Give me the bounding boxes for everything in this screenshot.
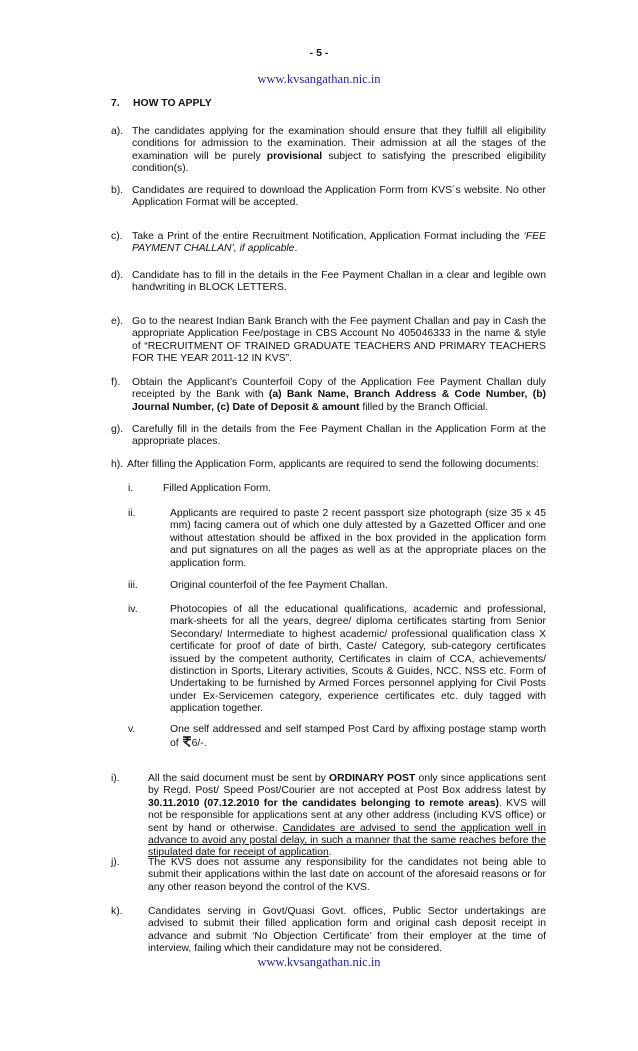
- sub-item-label: iv.: [128, 604, 138, 615]
- item-label: j).: [111, 857, 120, 868]
- section-number: 7.: [111, 98, 120, 109]
- item-label: f).: [111, 377, 121, 388]
- item-label: c).: [111, 231, 123, 242]
- item-text: The candidates applying for the examination should ensure that they fulfill all eligibility conditions for admission to the examination. Their admission at all the stages of the examination will be purely provisional subject to satisfying the prescribed eligibility condition(s).: [132, 126, 546, 175]
- rupee-icon: [182, 736, 192, 747]
- item-text: Candidates serving in Govt/Quasi Govt. offices, Public Sector undertakings are advised to submit their filled application form and original cash deposit receipt in advance and submit ‘No Objection Certificate’ from their employer at the time of interview, failing which their candidature may not be considered.: [148, 906, 546, 955]
- website-url-bottom[interactable]: www.kvsangathan.nic.in: [257, 955, 381, 969]
- item-e: [111, 316, 546, 366]
- item-b: [111, 185, 546, 210]
- item-text: Take a Print of the entire Recruitment Notification, Application Format including the ‘FEE PAYMENT CHALLAN’, if applicable.: [132, 231, 546, 255]
- sub-item-text: One self addressed and self stamped Post Card by affixing postage stamp worth of 6/-.: [170, 724, 546, 750]
- item-label: d).: [111, 270, 124, 281]
- item-text: All the said document must be sent by ORDINARY POST only since applications sent by Regd. Post/ Speed Post/Courier are not accepted at Post Box address latest by 30.11.2010 (07.12.2010 for the candidates belonging to remote areas). KVS will not be responsible for applications sent at any other address (including KVS office) or sent by hand or otherwise. Candidates are advised to send the application well in advance to avoid any postal delay, in such a manner that the same reaches before the stipulated date for receipt of application.: [148, 773, 546, 859]
- sub-item-label: iii.: [128, 580, 138, 591]
- page-number: - 5 -: [309, 47, 329, 59]
- item-label: g).: [111, 424, 124, 435]
- item-text: Carefully fill in the details from the Fee Payment Challan in the Application Form at the appropriate places.: [132, 424, 546, 448]
- item-text: The KVS does not assume any responsibility for the candidates not being able to submit their applications within the last date on account of the aforesaid reasons or for any other reason beyond the control of the KVS.: [148, 857, 546, 893]
- item-text: Go to the nearest Indian Bank Branch with the Fee payment Challan and pay in Cash the appropriate Application Fee/postage in CBS Account No 405046333 in the name & style of “RECRUITMENT OF TRAINED GRADUATE TEACHERS AND PRIMARY TEACHERS FOR THE YEAR 2011-12 IN KVS”.: [132, 316, 546, 365]
- item-label: k).: [111, 906, 123, 917]
- item-text: Candidates are required to download the Application Form from KVS´s website. No other Application Format will be accepted.: [132, 185, 546, 209]
- sub-item-iv: [128, 604, 546, 716]
- sub-item-label: i.: [128, 483, 134, 494]
- item-label: h).: [111, 459, 124, 470]
- item-a: [111, 126, 546, 176]
- sub-item-v: [128, 724, 546, 751]
- item-f: [111, 377, 546, 414]
- item-label: a).: [111, 126, 124, 137]
- item-text: After filling the Application Form, applicants are required to send the following documents:: [127, 459, 539, 470]
- item-h: [111, 459, 546, 471]
- item-j: [111, 857, 546, 894]
- sub-item-iii: [128, 580, 546, 592]
- item-i: [111, 773, 546, 860]
- item-text: Candidate has to fill in the details in the Fee Payment Challan in a clear and legible own handwriting in BLOCK LETTERS.: [132, 270, 546, 294]
- sub-item-text: Photocopies of all the educational qualifications, academic and professional, mark-sheets for all the years, degree/ diploma certificates starting from Senior Secondary/ Intermediate to highest academic/ professional qualification class X certificate for proof of date of birth, Caste/ Category, sub-category certificates issued by the competent authority, Certificates in claim of CCA, achievements/ distinction in Sports, Literary activities, Scouts & Guides, NCC, NSS etc. Form of Undertaking to be furnished by Armed Forces personnel applying for Civil Posts under Ex-Servicemen category, experience certificates etc. duly tagged with application together.: [170, 604, 546, 715]
- item-text: Obtain the Applicant’s Counterfoil Copy of the Application Fee Payment Challan duly receipted by the Bank with (a) Bank Name, Branch Address & Code Number, (b) Journal Number, (c) Date of Deposit & amount filled by the Branch Official.: [132, 377, 546, 413]
- website-url-top[interactable]: www.kvsangathan.nic.in: [257, 72, 381, 86]
- item-label: b).: [111, 185, 124, 196]
- item-g: [111, 424, 546, 449]
- item-label: e).: [111, 316, 124, 327]
- sub-item-i: [128, 483, 546, 495]
- sub-item-label: v.: [128, 724, 136, 735]
- item-label: i).: [111, 773, 120, 784]
- sub-item-text: Original counterfoil of the fee Payment Challan.: [170, 580, 388, 591]
- item-c: [111, 231, 546, 256]
- section-title: HOW TO APPLY: [133, 98, 212, 109]
- sub-item-text: Filled Application Form.: [163, 483, 271, 494]
- sub-item-ii: [128, 508, 546, 570]
- section-heading: [111, 98, 212, 110]
- sub-item-text: Applicants are required to paste 2 recent passport size photograph (size 35 x 45 mm) facing camera out of which one duly attested by a Gazetted Officer and one without attestation should be affixed in the box provided in the application form and put signatures on all the pages as well as at the appropriate places on the application form.: [170, 508, 546, 569]
- item-d: [111, 270, 546, 295]
- sub-item-label: ii.: [128, 508, 136, 519]
- item-k: [111, 906, 546, 956]
